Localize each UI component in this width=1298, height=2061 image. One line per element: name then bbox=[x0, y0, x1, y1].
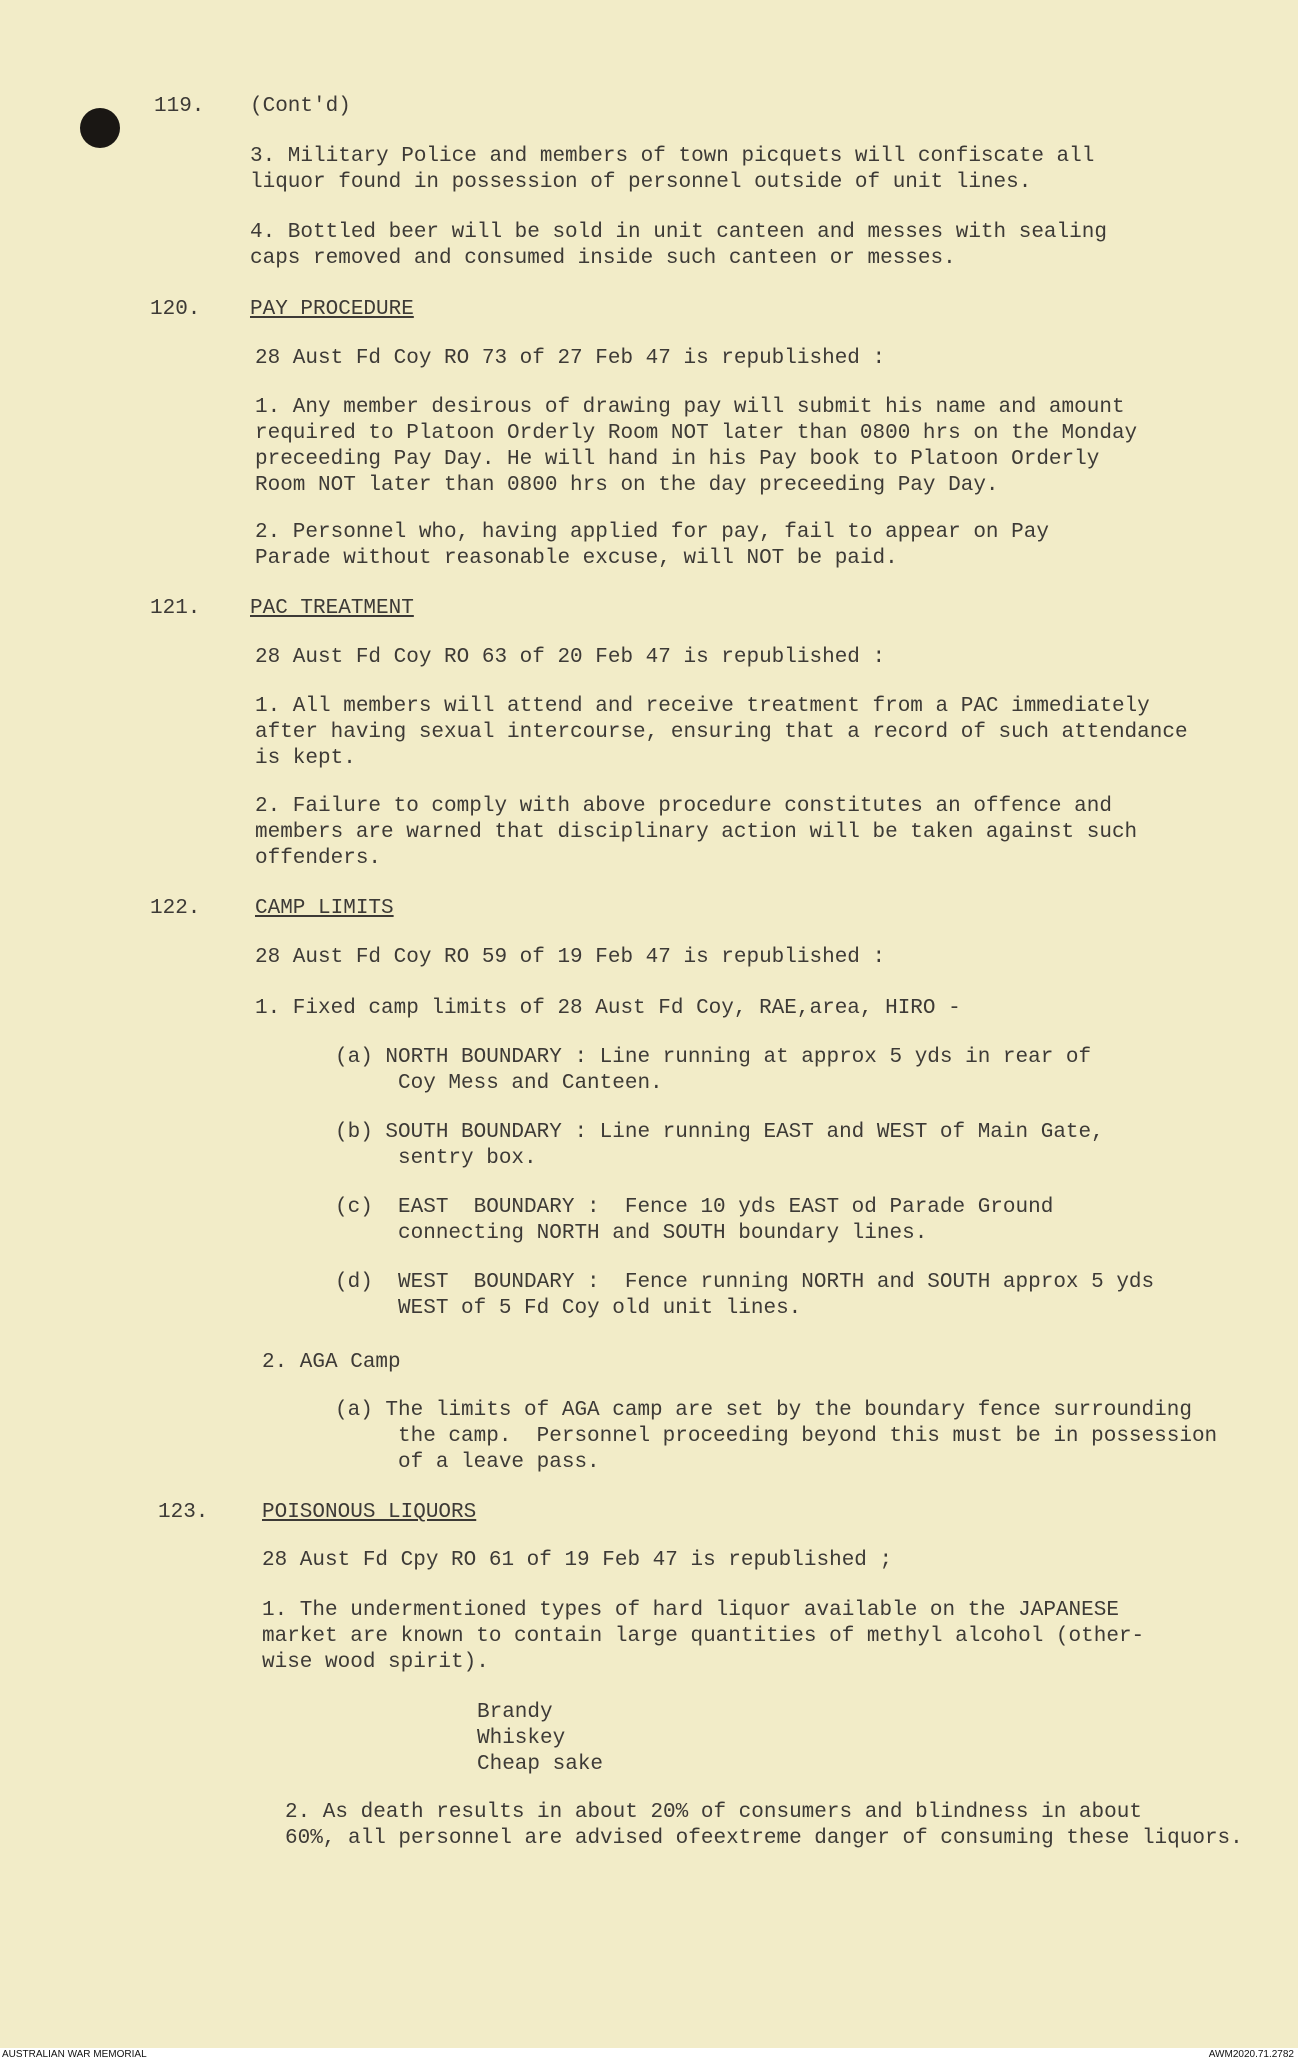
s120-number: 120. bbox=[150, 298, 201, 321]
s122-title: CAMP LIMITS bbox=[255, 897, 394, 920]
s122-item-b: (b) SOUTH BOUNDARY : Line running EAST and WEST of Main Gate, sentry box. bbox=[335, 1121, 1104, 1170]
s122-item-d: (d) WEST BOUNDARY : Fence running NORTH and SOUTH approx 5 yds WEST of 5 Fd Coy old unit lines. bbox=[335, 1271, 1155, 1320]
s122-para-1: 1. Fixed camp limits of 28 Aust Fd Coy, RAE,area, HIRO - bbox=[255, 997, 961, 1020]
s119-para-4: 4. Bottled beer will be sold in unit canteen and messes with sealing caps removed and consumed inside such canteen or messes. bbox=[250, 221, 1107, 270]
s123-intro: 28 Aust Fd Cpy RO 61 of 19 Feb 47 is republished ; bbox=[262, 1549, 893, 1572]
s120-title: PAY PROCEDURE bbox=[250, 298, 414, 321]
punch-hole bbox=[80, 108, 120, 148]
s119-para-3: 3. Military Police and members of town picquets will confiscate all liquor found in possession of personnel outside of unit lines. bbox=[250, 145, 1095, 194]
s120-para-1: 1. Any member desirous of drawing pay will submit his name and amount required to Platoon Orderly Room NOT later than 0800 hrs on the Monday preceeding Pay Day. He will hand in his Pay book to Platoon Orderly Room NOT later than 0800 hrs on the day preceeding Pay Day. bbox=[255, 396, 1138, 497]
footer-left: AUSTRALIAN WAR MEMORIAL bbox=[2, 2049, 147, 2060]
s123-liquor-list bbox=[477, 1700, 603, 1778]
s121-title: PAC TREATMENT bbox=[250, 597, 414, 620]
s120-para-2: 2. Personnel who, having applied for pay, fail to appear on Pay Parade without reasonable excuse, will NOT be paid. bbox=[255, 521, 1049, 570]
continued-section-number: 119. bbox=[154, 95, 205, 118]
s121-number: 121. bbox=[150, 597, 201, 620]
s122-item-a: (a) NORTH BOUNDARY : Line running at approx 5 yds in rear of Coy Mess and Canteen. bbox=[335, 1046, 1092, 1095]
s123-title: POISONOUS LIQUORS bbox=[262, 1501, 477, 1524]
s121-intro: 28 Aust Fd Coy RO 63 of 20 Feb 47 is republished : bbox=[255, 646, 886, 669]
s122-item-2a: (a) The limits of AGA camp are set by the boundary fence surrounding the camp. Personnel proceeding beyond this must be in possession of a leave pass. bbox=[335, 1399, 1218, 1474]
s122-intro: 28 Aust Fd Coy RO 59 of 19 Feb 47 is republished : bbox=[255, 946, 886, 969]
list-item: Whiskey bbox=[477, 1727, 566, 1750]
s123-para-1: 1. The undermentioned types of hard liquor available on the JAPANESE market are known to contain large quantities of methyl alcohol (other- wise wood spirit). bbox=[262, 1599, 1145, 1674]
list-item: Cheap sake bbox=[477, 1753, 604, 1776]
s123-para-2: 2. As death results in about 20% of consumers and blindness in about 60%, all personnel are advised ofeextreme danger of consuming these liquors. bbox=[285, 1801, 1243, 1850]
s123-number: 123. bbox=[158, 1501, 209, 1524]
s121-para-2: 2. Failure to comply with above procedure constitutes an offence and members are warned that disciplinary action will be taken against such offenders. bbox=[255, 795, 1138, 870]
archive-footer bbox=[0, 2048, 1298, 2061]
s120-intro: 28 Aust Fd Coy RO 73 of 27 Feb 47 is republished : bbox=[255, 347, 886, 370]
list-item: Brandy bbox=[477, 1701, 553, 1724]
s122-number: 122. bbox=[150, 897, 201, 920]
continued-label: (Cont'd) bbox=[250, 95, 351, 118]
s121-para-1: 1. All members will attend and receive treatment from a PAC immediately after having sexual intercourse, ensuring that a record of such attendance is kept. bbox=[255, 695, 1188, 770]
footer-right: AWM2020.71.2782 bbox=[1208, 2049, 1294, 2060]
s122-para-2: 2. AGA Camp bbox=[262, 1351, 401, 1374]
s122-item-c: (c) EAST BOUNDARY : Fence 10 yds EAST od Parade Ground connecting NORTH and SOUTH boundary lines. bbox=[335, 1196, 1054, 1245]
